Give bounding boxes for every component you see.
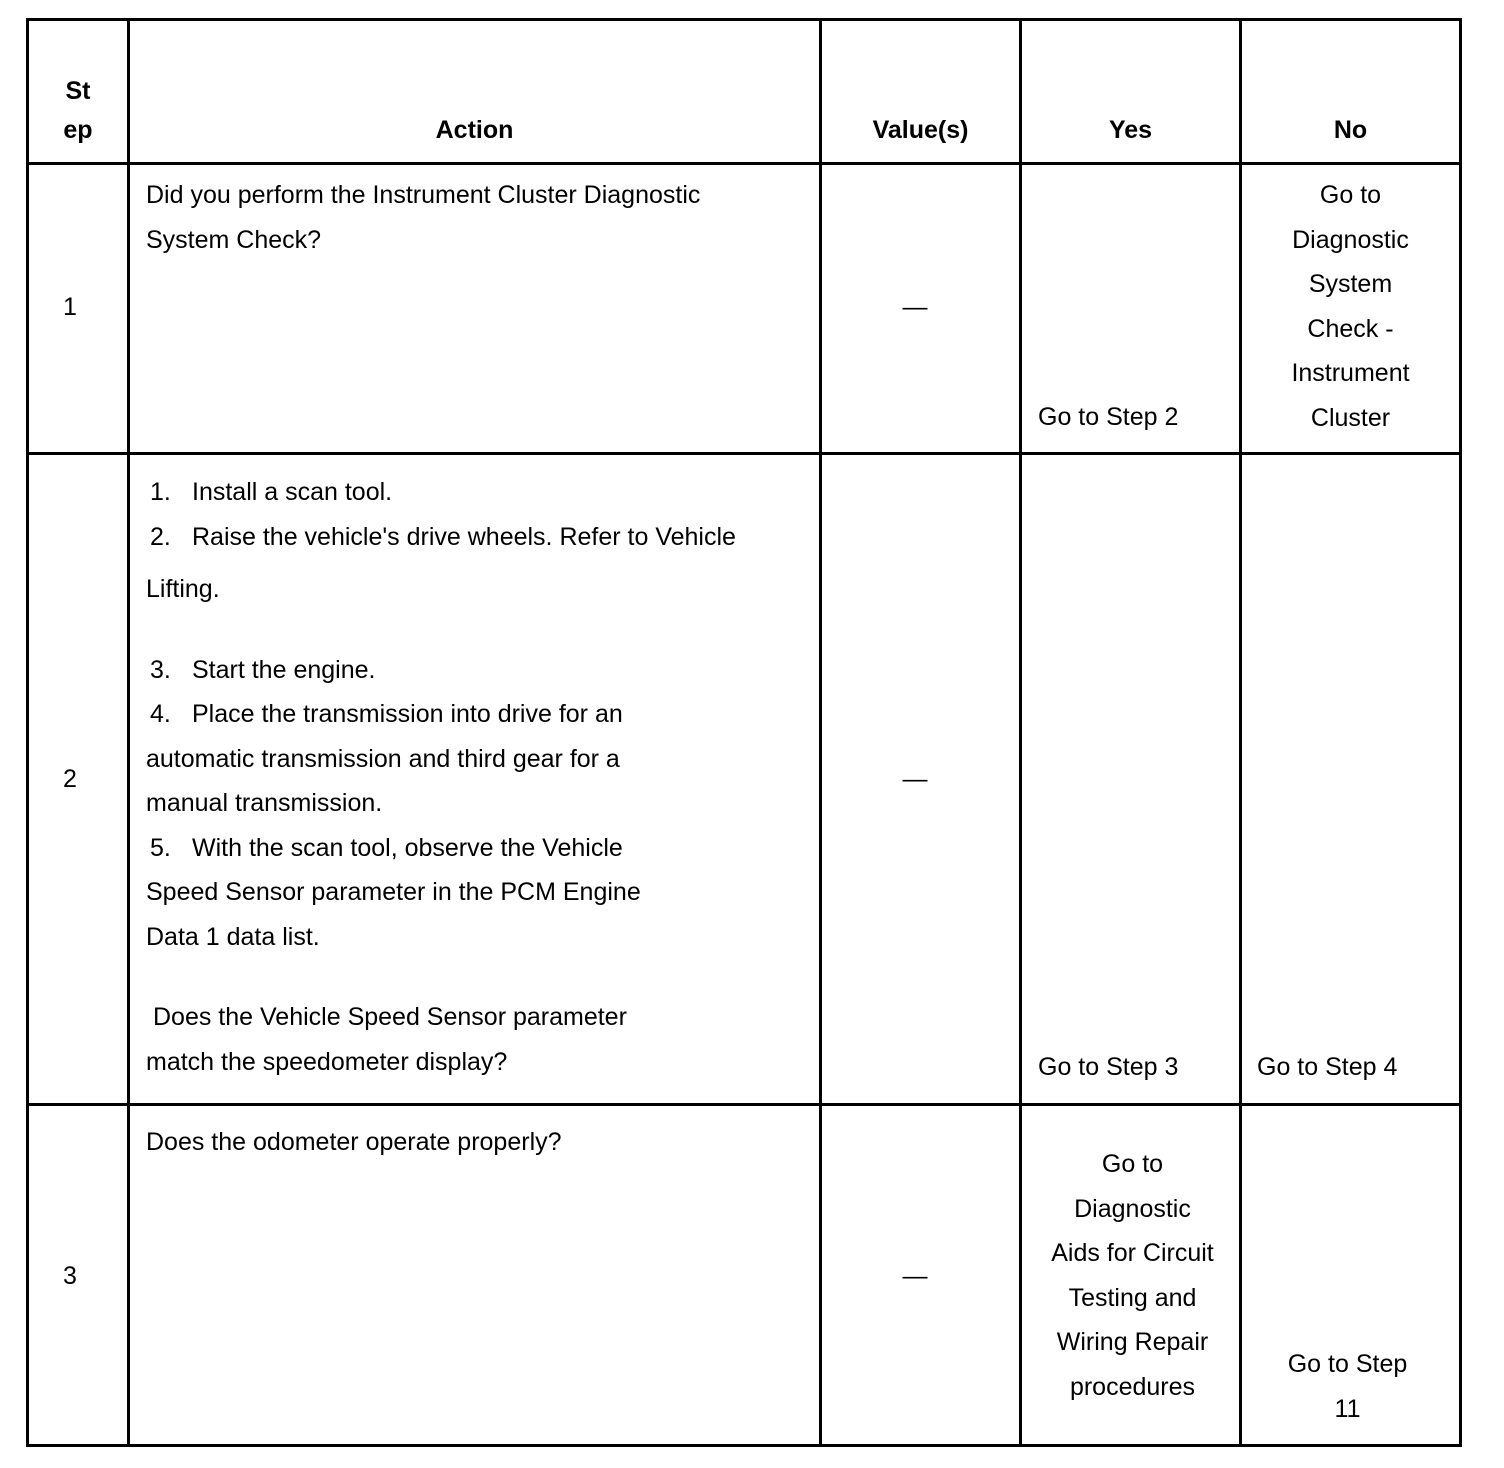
row-2-action-item-4	[146, 692, 816, 737]
row-2-item-2-number: 2.	[150, 522, 171, 551]
row-3-yes-line-2: Diagnostic	[1074, 1194, 1191, 1223]
row-2-item-4-continuation-2: manual transmission.	[146, 789, 383, 817]
row-2-item-4-text: Place the transmission into drive for an	[192, 700, 623, 728]
row-1-value: —	[902, 293, 928, 321]
row-3-no	[1242, 1342, 1453, 1431]
header-values: Value(s)	[872, 116, 969, 144]
row-2-action-item-1	[146, 470, 816, 515]
row-2-yes	[1038, 1045, 1238, 1090]
row-1-yes-line-1: Go to Step 2	[1038, 403, 1179, 431]
row-2-action	[146, 470, 816, 1084]
row-2-step: 2	[63, 765, 77, 793]
row-1-no-line-1: Go to	[1319, 181, 1382, 209]
header-yes: Yes	[1108, 116, 1153, 144]
row-2-item-5-continuation-2: Data 1 data list.	[146, 922, 320, 951]
header-step-line-2: ep	[63, 116, 93, 144]
row-1-no-line-4: Check -	[1307, 314, 1394, 343]
row-2-value: —	[902, 765, 928, 793]
row-2-question-line-2: match the speedometer display?	[146, 1047, 508, 1076]
header-action: Action	[435, 116, 514, 144]
row-1-no-line-3: System	[1308, 270, 1393, 298]
row-2-item-5-number: 5.	[150, 833, 171, 862]
row-2-item-4-number: 4.	[150, 700, 171, 728]
row-3-yes-line-3: Aids for Circuit	[1051, 1239, 1214, 1267]
row-3-step: 3	[63, 1262, 77, 1290]
row-3-yes-line-1: Go to	[1101, 1150, 1164, 1178]
row-2-no	[1257, 1045, 1457, 1090]
row-2-yes-line-1: Go to Step 3	[1038, 1053, 1179, 1081]
row-3-action-line-1: Does the odometer operate properly?	[146, 1128, 562, 1156]
row-3-action	[146, 1120, 806, 1165]
table-border-top	[26, 18, 1462, 21]
table-border-left	[26, 18, 29, 1447]
row-2-item-1-text: Install a scan tool.	[192, 478, 393, 506]
row-2-item-2-continuation: Lifting.	[146, 575, 220, 603]
row-1-no	[1242, 173, 1459, 440]
row-3-value: —	[902, 1262, 928, 1290]
diagnostic-table	[26, 18, 1462, 1447]
row-2-question-line-1: Does the Vehicle Speed Sensor parameter	[153, 1003, 627, 1031]
row-2-item-5-text: With the scan tool, observe the Vehicle	[192, 833, 623, 862]
row-3-yes	[1026, 1142, 1239, 1409]
row-2-item-1-number: 1.	[150, 478, 171, 506]
column-divider-value	[1019, 18, 1022, 1447]
row-3-yes-line-4: Testing and	[1068, 1283, 1197, 1312]
row-3-no-line-1: Go to Step	[1287, 1350, 1408, 1378]
header-no: No	[1333, 116, 1368, 144]
row-2-item-3-text: Start the engine.	[192, 655, 376, 684]
column-divider-action	[819, 18, 822, 1447]
row-2-action-item-2	[146, 515, 816, 560]
row-2-action-item-5	[146, 826, 816, 871]
row-2-no-line-1: Go to Step 4	[1257, 1053, 1398, 1081]
table-border-right	[1459, 18, 1462, 1447]
row-divider-2	[26, 1103, 1462, 1106]
row-1-action-line-2: System Check?	[146, 225, 322, 254]
row-2-item-5-continuation-1: Speed Sensor parameter in the PCM Engine	[146, 878, 641, 906]
row-2-item-4-continuation-1: automatic transmission and third gear for a	[146, 744, 620, 773]
row-2-action-item-3	[146, 648, 816, 693]
row-1-step: 1	[63, 293, 77, 321]
header-step-line-1: St	[65, 77, 91, 105]
column-divider-step	[127, 18, 130, 1447]
row-3-yes-line-6: procedures	[1069, 1372, 1196, 1401]
row-2-item-3-number: 3.	[150, 655, 171, 684]
row-1-no-line-6: Cluster	[1310, 403, 1391, 432]
row-1-yes	[1038, 395, 1238, 440]
row-1-no-line-2: Diagnostic	[1292, 225, 1409, 254]
header-divider	[26, 162, 1462, 165]
row-1-no-line-5: Instrument	[1291, 359, 1410, 387]
table-border-bottom	[26, 1444, 1462, 1447]
row-2-item-2-text: Raise the vehicle's drive wheels. Refer to Vehicle	[192, 522, 736, 551]
header-step	[29, 72, 127, 150]
row-3-yes-line-5: Wiring Repair	[1056, 1328, 1209, 1356]
row-3-no-line-2: 11	[1334, 1394, 1361, 1423]
row-1-action-line-1: Did you perform the Instrument Cluster Diagnostic	[146, 181, 701, 209]
row-divider-1	[26, 452, 1462, 455]
row-1-action	[146, 173, 806, 262]
